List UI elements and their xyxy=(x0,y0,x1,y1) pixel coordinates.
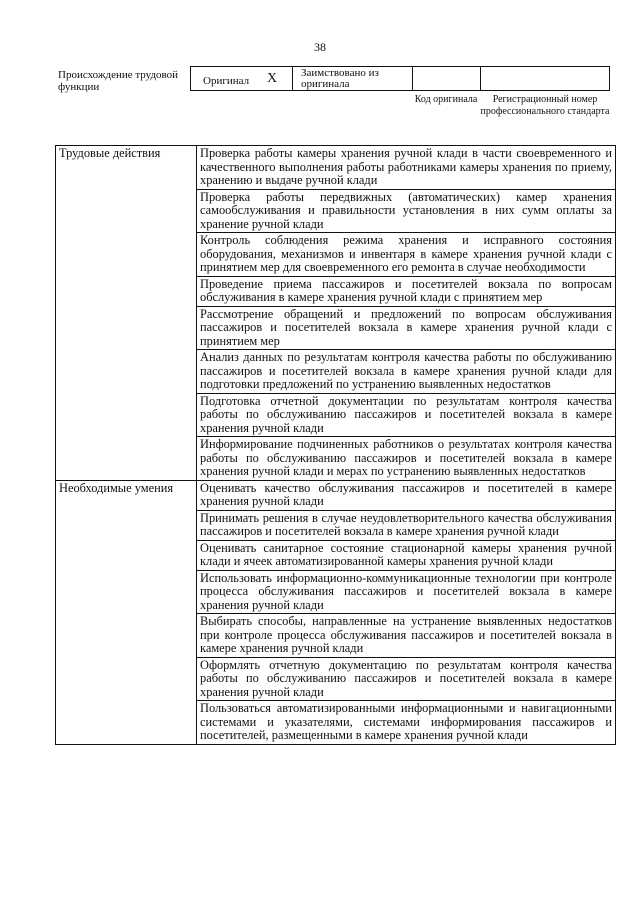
table-cell: Пользоваться автоматизированными информационными и навигационными системами и указателями, системами информирования пассажиров и посетителей, размещенными в камере хранения ручной клади xyxy=(197,701,616,745)
table-cell: Информирование подчиненных работников о результатах контроля качества работы по обслуживанию пассажиров и посетителей вокзала в камере хранения ручной клади и мерах по устранению выявленных недостатков xyxy=(197,437,616,481)
code-caption: Код оригинала xyxy=(414,94,478,105)
table-cell: Контроль соблюдения режима хранения и исправного состояния оборудования, механизмов и инвентаря в камере хранения ручной клади с принятием мер для своевременного его ремонта в случае необходимости xyxy=(197,233,616,277)
code-cell xyxy=(413,67,481,90)
table-cell: Принимать решения в случае неудовлетворительного качества обслуживания пассажиров и посетителей вокзала в камере хранения ручной клади xyxy=(197,510,616,540)
original-label: Оригинал xyxy=(203,75,250,87)
original-cell xyxy=(191,67,293,90)
table-cell: Оценивать качество обслуживания пассажиров и посетителей в камере хранения ручной клади xyxy=(197,480,616,510)
section-title: Трудовые действия xyxy=(56,146,197,481)
registration-caption: Регистрационный номер профессионального стандарта xyxy=(480,94,610,117)
table-cell: Анализ данных по результатам контроля качества работы по обслуживанию пассажиров и посетителей вокзала в камере хранения ручной клади для подготовки предложений по устранению выявленных недостатков xyxy=(197,350,616,394)
table-row xyxy=(56,480,616,510)
labor-function-table xyxy=(55,145,616,745)
registration-cell xyxy=(481,67,609,90)
table-cell: Использовать информационно-коммуникационные технологии при контроле процесса обслуживания пассажиров и посетителей вокзала в камере хранения ручной клади xyxy=(197,570,616,614)
table-cell: Оформлять отчетную документацию по результатам контроля качества работы по обслуживанию пассажиров и посетителей вокзала в камере хранения ручной клади xyxy=(197,657,616,701)
table-cell: Рассмотрение обращений и предложений по вопросам обслуживания пассажиров и посетителей вокзала в камере хранения ручной клади с принятием мер xyxy=(197,306,616,350)
table-row xyxy=(56,146,616,190)
table-cell: Выбирать способы, направленные на устранение выявленных недостатков при контроле процесса обслуживания пассажиров и посетителей вокзала в камере хранения ручной клади xyxy=(197,614,616,658)
borrowed-cell xyxy=(293,67,413,90)
origin-label: Происхождение трудовой функции xyxy=(58,69,179,93)
table-cell: Оценивать санитарное состояние стационарной камеры хранения ручной клади и ячеек автоматизированной камеры хранения ручной клади xyxy=(197,540,616,570)
borrowed-label: Заимствовано из оригинала xyxy=(301,67,379,90)
table-cell: Проверка работы передвижных (автоматических) камер хранения самообслуживания и правильности установления в них сумм оплаты за хранение ручной клади xyxy=(197,189,616,233)
page-number: 38 xyxy=(314,40,326,54)
original-mark: X xyxy=(267,71,278,86)
table-cell: Проверка работы камеры хранения ручной клади в части своевременного и качественного выполнения работы работниками камеры хранения по приему, хранению и выдаче ручной клади xyxy=(197,146,616,190)
table-cell: Проведение приема пассажиров и посетителей вокзала по вопросам обслуживания в камере хранения ручной клади с принятием мер xyxy=(197,276,616,306)
origin-box xyxy=(190,66,610,91)
table-cell: Подготовка отчетной документации по результатам контроля качества работы по обслуживанию пассажиров и посетителей вокзала в камере хранения ручной клади xyxy=(197,393,616,437)
section-title: Необходимые умения xyxy=(56,480,197,744)
